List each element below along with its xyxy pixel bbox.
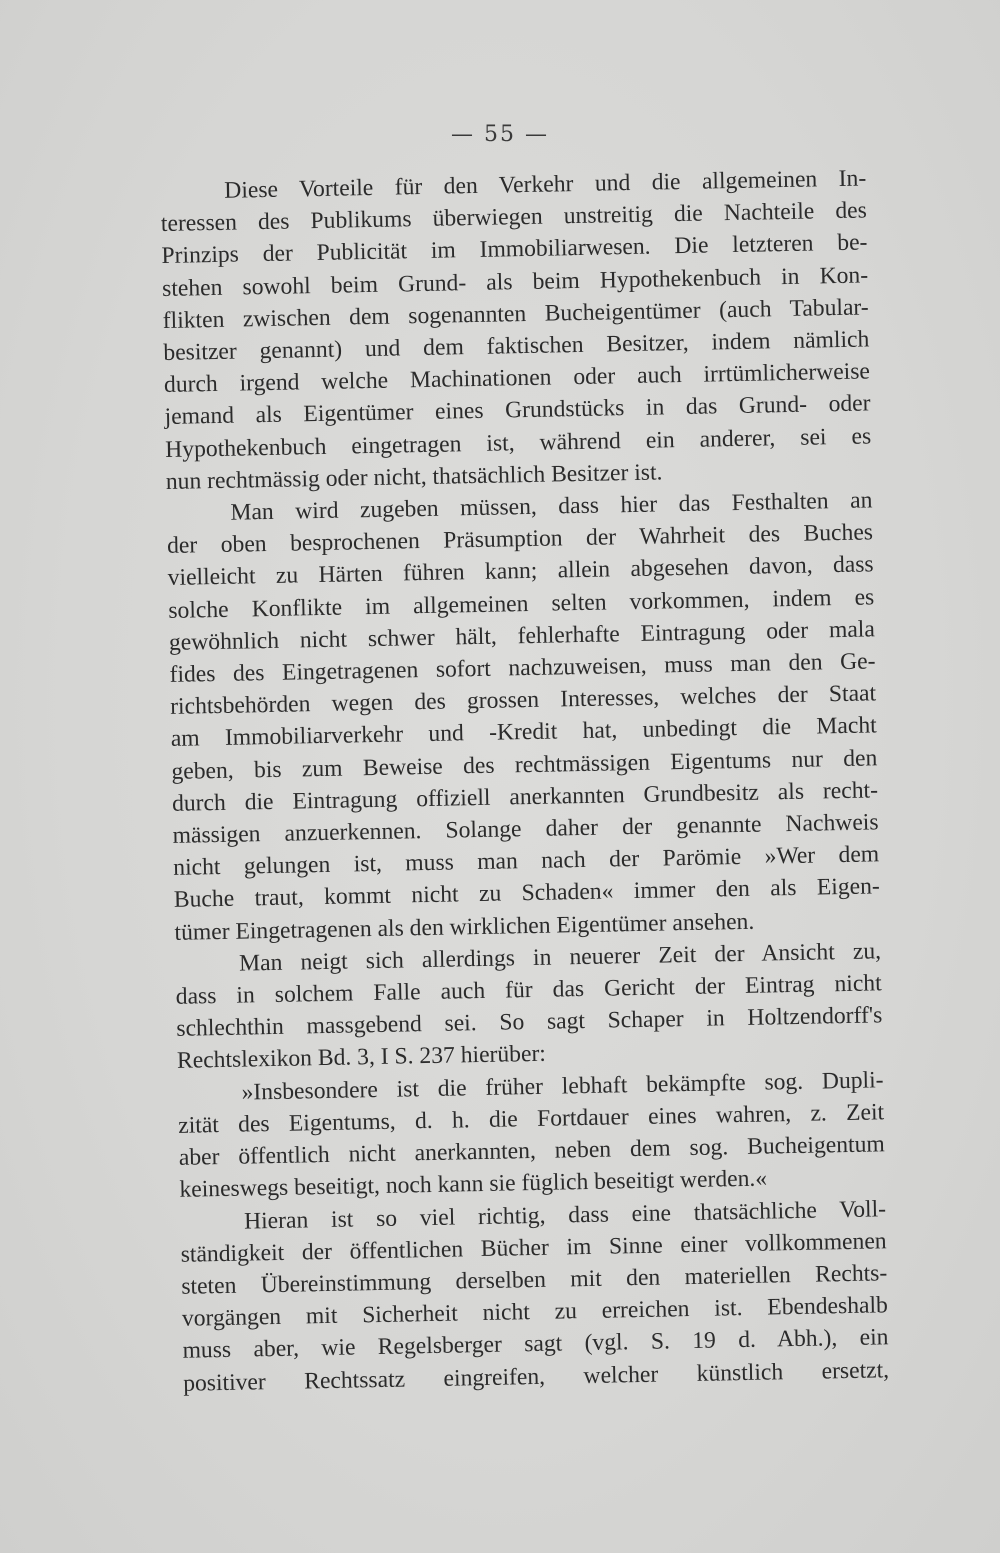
text-line: stehen sowohl beim Grund- als beim Hypothekenbuch in Kon- bbox=[161, 262, 869, 302]
text-line: jemand als Eigentümer eines Grundstücks in das Grund- oder bbox=[164, 390, 871, 431]
text-line: nun rechtmässig oder nicht, thatsächlich Besitzer ist. bbox=[165, 459, 663, 495]
text-line: vielleicht zu Härten führen kann; allein abgesehen davon, dass bbox=[167, 551, 874, 592]
text-line: positiver Rechtssatz eingreifen, welcher künstlich ersetzt, bbox=[182, 1356, 890, 1397]
text-line: teressen des Publikums überwiegen unstreitig die Nachteile des bbox=[160, 197, 868, 238]
body-text bbox=[160, 162, 889, 1399]
text-line: Prinzips der Publicität im Immobiliarwesen. Die letzteren be- bbox=[161, 229, 868, 270]
text-line: fides des Eingetragenen sofort nachzuweisen, muss man den Ge- bbox=[169, 648, 876, 688]
text-line: Man wird zugeben müssen, dass hier das Festhalten an bbox=[230, 487, 873, 526]
text-line: aber öffentlich nicht anerkannten, neben dem sog. Bucheigentum bbox=[178, 1131, 885, 1171]
text-line: solche Konflikte im allgemeinen selten vorkommen, indem es bbox=[168, 584, 875, 624]
text-line: »Insbesondere ist die früher lebhaft bekämpfte sog. Dupli- bbox=[241, 1066, 884, 1106]
text-line: geben, bis zum Beweise des rechtmässigen Eigentums nur den bbox=[171, 744, 878, 785]
text-line: schlechthin massgebend sei. So sagt Schaper in Holtzendorff's bbox=[176, 1002, 883, 1043]
text-line: steten Übereinstimmung derselben mit den materiellen Rechts- bbox=[181, 1260, 888, 1300]
text-line: nicht gelungen ist, muss man nach der Parömie »Wer dem bbox=[173, 841, 880, 882]
text-line: zität des Eigentums, d. h. die Fortdauer eines wahren, z. Zeit bbox=[177, 1099, 885, 1139]
text-line: ständigkeit der öffentlichen Bücher im Sinne einer vollkommenen bbox=[180, 1227, 887, 1268]
text-line: durch die Eintragung offiziell anerkannten Grundbesitz als recht- bbox=[171, 777, 879, 817]
text-line: dass in solchem Falle auch für das Gericht der Eintrag nicht bbox=[175, 970, 882, 1010]
page-number: — 55 — bbox=[451, 122, 549, 147]
text-line: am Immobiliarverkehr und -Kredit hat, unbedingt die Macht bbox=[170, 712, 877, 753]
text-line: flikten zwischen dem sogenannten Bucheigentümer (auch Tabular- bbox=[162, 294, 869, 334]
text-line: richtsbehörden wegen des grossen Interesses, welches der Staat bbox=[169, 680, 877, 721]
text-line: keineswegs beseitigt, noch kann sie füglich beseitigt werden.« bbox=[179, 1165, 768, 1204]
text-line: Man neigt sich allerdings in neuerer Zeit der Ansicht zu, bbox=[238, 938, 882, 977]
text-line: muss aber, wie Regelsberger sagt (vgl. S. 19 d. Abh.), ein bbox=[182, 1324, 889, 1365]
text-line: durch irgend welche Machinationen oder auch irrtümlicherweise bbox=[163, 358, 871, 399]
text-line: gewöhnlich nicht schwer hält, fehlerhafte Eintragung oder mala bbox=[168, 616, 876, 656]
text-line: Hieran ist so viel richtig, dass eine thatsächliche Voll- bbox=[243, 1195, 887, 1235]
text-line: Buche traut, kommt nicht zu Schaden« immer den als Eigen- bbox=[173, 873, 881, 914]
text-line: mässigen anzuerkennen. Solange daher der genannte Nachweis bbox=[172, 809, 879, 849]
text-line: Diese Vorteile für den Verkehr und die allgemeinen In- bbox=[224, 165, 867, 204]
text-line: Hypothekenbuch eingetragen ist, während ein anderer, sei es bbox=[165, 423, 872, 463]
text-line: tümer Eingetragenen als den wirklichen Eigentümer ansehen. bbox=[174, 908, 755, 946]
text-line: der oben besprochenen Präsumption der Wahrheit des Buches bbox=[166, 519, 874, 560]
text-line: besitzer genannt) und dem faktischen Besitzer, indem nämlich bbox=[163, 326, 870, 366]
text-line: vorgängen mit Sicherheit nicht zu erreichen ist. Ebendeshalb bbox=[181, 1292, 889, 1332]
text-line: Rechtslexikon Bd. 3, I S. 237 hierüber: bbox=[176, 1041, 547, 1075]
